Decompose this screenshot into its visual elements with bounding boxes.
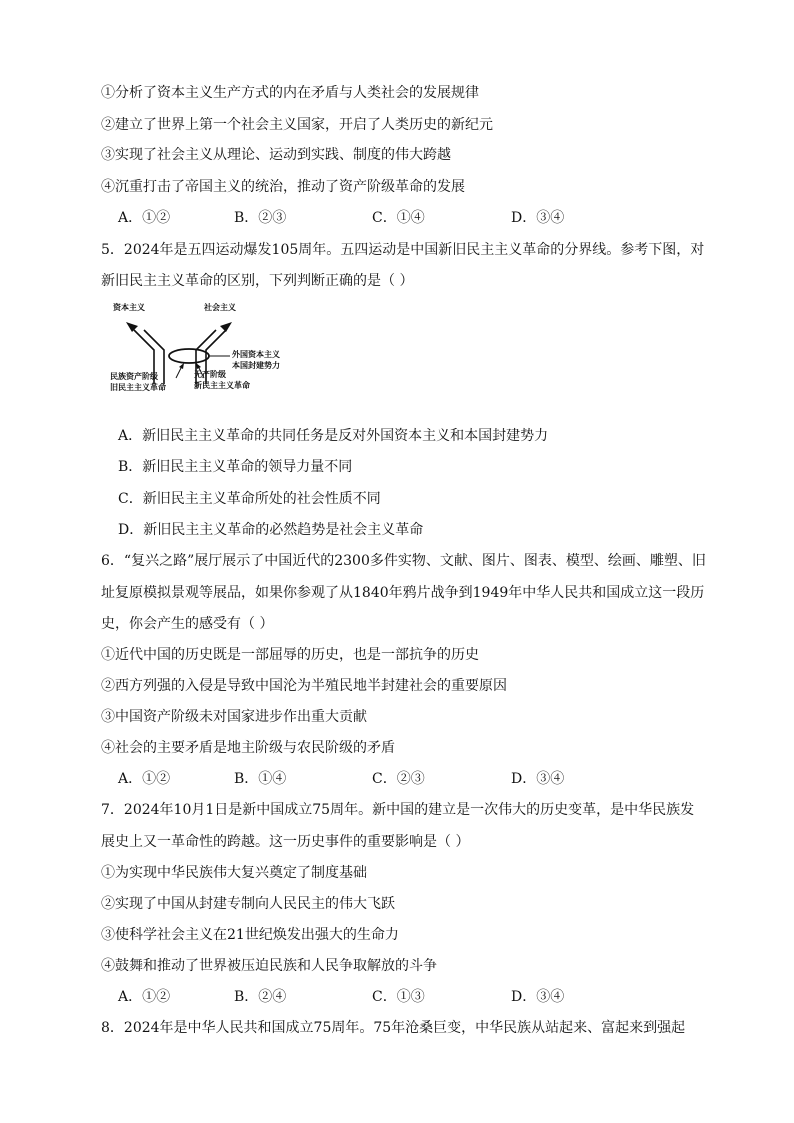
q4-option-a: A．①②: [118, 210, 171, 226]
q5-revolution-diagram: [108, 298, 308, 392]
q5-option-c: C．新旧民主主义革命所处的社会性质不同: [118, 491, 381, 507]
q7-statement-3: ③使科学社会主义在21世纪焕发出强大的生命力: [101, 927, 399, 943]
diagram-label-target-1: 外国资本主义: [232, 350, 280, 359]
q6-statement-1: ①近代中国的历史既是一部屈辱的历史，也是一部抗争的历史: [101, 647, 479, 663]
diagram-label-socialism: 社会主义: [204, 303, 236, 312]
q5-stem-line-1: 5．2024年是五四运动爆发105周年。五四运动是中国新旧民主主义革命的分界线。参考下图，对: [101, 242, 705, 258]
q7-option-c: C．①③: [372, 989, 425, 1005]
q6-option-a: A．①②: [118, 771, 171, 787]
q4-statement-2: ②建立了世界上第一个社会主义国家，开启了人类历史的新纪元: [101, 117, 493, 133]
q7-statement-2: ②实现了中国从封建专制向人民民主的伟大飞跃: [101, 896, 395, 912]
q7-option-b: B．②④: [234, 989, 287, 1005]
q6-option-d: D．③④: [511, 771, 565, 787]
q6-option-c: C．②③: [372, 771, 425, 787]
diagram-label-capitalism: 资本主义: [113, 303, 145, 312]
q6-stem-line-1: 6．“复兴之路”展厅展示了中国近代的2300多件实物、文献、图片、图表、模型、绘画、雕塑、旧: [101, 553, 706, 569]
q4-option-b: B．②③: [234, 210, 287, 226]
q4-statement-1: ①分析了资本主义生产方式的内在矛盾与人类社会的发展规律: [101, 85, 479, 101]
q4-option-d: D．③④: [511, 210, 565, 226]
q6-option-b: B．①④: [234, 771, 287, 787]
q7-statement-1: ①为实现中华民族伟大复兴奠定了制度基础: [101, 865, 367, 881]
diagram-label-target-2: 本国封建势力: [232, 361, 280, 370]
q7-option-d: D．③④: [511, 989, 565, 1005]
q4-statement-3: ③实现了社会主义从理论、运动到实践、制度的伟大跨越: [101, 147, 451, 163]
q7-statement-4: ④鼓舞和推动了世界被压迫民族和人民争取解放的斗争: [101, 958, 437, 974]
q5-stem-line-2: 新旧民主主义革命的区别，下列判断正确的是（ ）: [101, 273, 414, 289]
q4-option-c: C．①④: [372, 210, 425, 226]
q6-statement-4: ④社会的主要矛盾是地主阶级与农民阶级的矛盾: [101, 740, 395, 756]
q5-option-d: D．新旧民主主义革命的必然趋势是社会主义革命: [118, 522, 424, 538]
q7-option-a: A．①②: [118, 989, 171, 1005]
q6-stem-line-2: 址复原模拟景观等展品，如果你参观了从1840年鸦片战争到1949年中华人民共和国成立这一段历: [101, 585, 705, 601]
q4-statement-4: ④沉重打击了帝国主义的统治，推动了资产阶级革命的发展: [101, 179, 465, 195]
diagram-label-new-revolution: 新民主主义革命: [194, 381, 250, 390]
q7-stem-line-1: 7．2024年10月1日是新中国成立75周年。新中国的建立是一次伟大的历史变革，是中华民族发: [101, 802, 695, 818]
q5-option-b: B．新旧民主主义革命的领导力量不同: [118, 459, 353, 475]
q6-stem-line-3: 史，你会产生的感受有（ ）: [101, 616, 274, 632]
q8-stem-line-1: 8．2024年是中华人民共和国成立75周年。75年沧桑巨变，中华民族从站起来、富起来到强起: [101, 1020, 686, 1036]
q7-stem-line-2: 展史上又一革命性的跨越。这一历史事件的重要影响是（ ）: [101, 834, 470, 850]
diagram-label-old-revolution: 旧民主主义革命: [110, 383, 166, 392]
q6-statement-3: ③中国资产阶级未对国家进步作出重大贡献: [101, 709, 367, 725]
q5-option-a: A．新旧民主主义革命的共同任务是反对外国资本主义和本国封建势力: [118, 428, 549, 444]
diagram-label-proletariat: 无产阶级: [194, 370, 226, 379]
q6-statement-2: ②西方列强的入侵是导致中国沦为半殖民地半封建社会的重要原因: [101, 678, 507, 694]
diagram-label-bourgeoisie: 民族资产阶级: [110, 372, 158, 381]
